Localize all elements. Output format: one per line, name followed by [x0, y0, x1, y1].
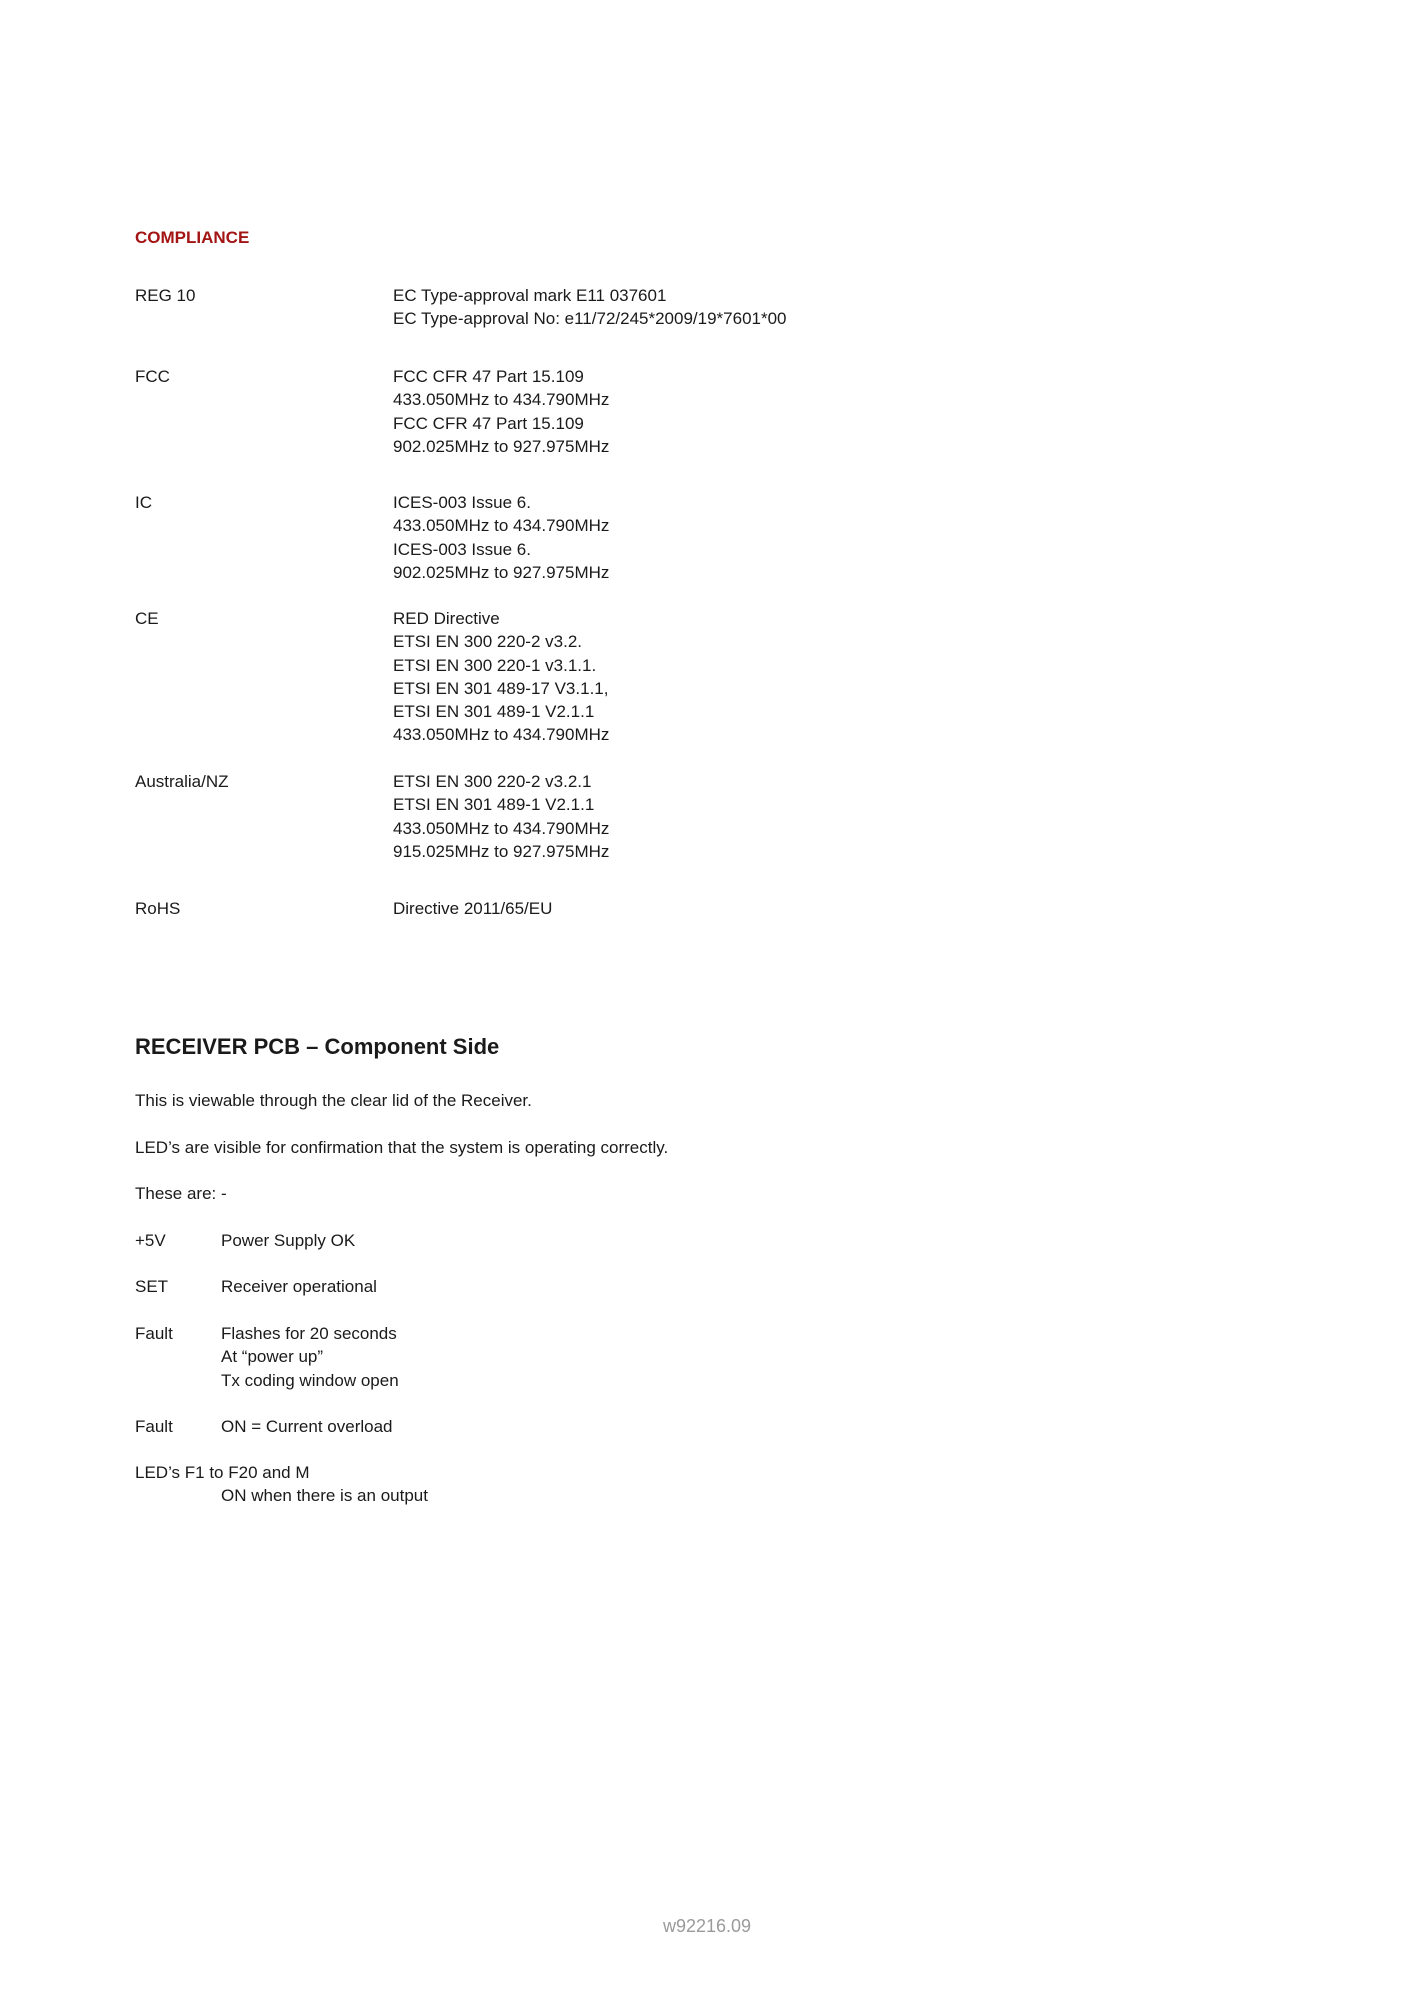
led-description-line: ON when there is an output: [221, 1486, 428, 1505]
document-footer-code: [0, 1916, 1414, 1937]
compliance-value: EC Type-approval No: e11/72/245*2009/19*7601*00: [393, 309, 787, 329]
led-description-line: ON = Current overload: [221, 1417, 393, 1436]
compliance-value: ICES-003 Issue 6.: [393, 539, 531, 559]
compliance-value: ETSI EN 301 489-1 V2.1.1: [393, 702, 595, 722]
led-label-set: SET: [135, 1277, 169, 1296]
compliance-values-rohs: [393, 897, 552, 920]
receiver-pcb-heading: RECEIVER PCB – Component Side: [135, 1034, 500, 1059]
compliance-values-reg10: [393, 284, 787, 331]
compliance-value: EC Type-approval mark E11 037601: [393, 286, 667, 305]
compliance-values-fcc: [393, 365, 609, 458]
compliance-value: Directive 2011/65/EU: [393, 899, 553, 918]
compliance-label-ic: IC: [135, 493, 152, 512]
compliance-heading: COMPLIANCE: [135, 228, 250, 247]
compliance-value: ETSI EN 301 489-1 V2.1.1: [393, 795, 595, 815]
compliance-value: ETSI EN 301 489-17 V3.1.1,: [393, 678, 609, 698]
compliance-value: 433.050MHz to 434.790MHz: [393, 818, 610, 838]
compliance-values-australia-nz: [393, 770, 609, 863]
compliance-value: ICES-003 Issue 6.: [393, 493, 531, 512]
led-description-fault-flash: [221, 1322, 399, 1392]
led-description-line: Flashes for 20 seconds: [221, 1324, 397, 1343]
led-description-line: Tx coding window open: [221, 1370, 399, 1390]
led-description-f1-f20: [221, 1484, 428, 1507]
compliance-value: 433.050MHz to 434.790MHz: [393, 725, 610, 745]
compliance-value: ETSI EN 300 220-2 v3.2.: [393, 632, 582, 652]
compliance-value: 902.025MHz to 927.975MHz: [393, 562, 610, 582]
compliance-label-fcc: FCC: [135, 367, 170, 386]
led-label-5v: +5V: [135, 1231, 166, 1250]
compliance-value: 902.025MHz to 927.975MHz: [393, 436, 610, 456]
footer-code-text: w92216.09: [662, 1916, 752, 1936]
paragraph-these-are: These are: -: [135, 1184, 227, 1203]
compliance-values-ce: [393, 607, 609, 747]
paragraph-viewable: This is viewable through the clear lid of the Receiver.: [135, 1091, 532, 1110]
led-description-5v: [221, 1229, 355, 1252]
compliance-label-reg10: REG 10: [135, 286, 196, 305]
led-description-set: [221, 1275, 377, 1298]
compliance-value: 433.050MHz to 434.790MHz: [393, 516, 610, 536]
led-description-line: Receiver operational: [221, 1277, 377, 1296]
compliance-label-ce: CE: [135, 609, 159, 628]
compliance-value: 915.025MHz to 927.975MHz: [393, 841, 610, 861]
compliance-value: FCC CFR 47 Part 15.109: [393, 413, 584, 433]
compliance-value: 433.050MHz to 434.790MHz: [393, 390, 610, 410]
paragraph-leds-visible: LED’s are visible for confirmation that the system is operating correctly.: [135, 1138, 669, 1157]
compliance-values-ic: [393, 491, 609, 584]
compliance-label-rohs: RoHS: [135, 899, 181, 918]
compliance-label-australia-nz: Australia/NZ: [135, 772, 229, 791]
compliance-value: ETSI EN 300 220-1 v3.1.1.: [393, 655, 597, 675]
led-label-fault-flash: Fault: [135, 1324, 173, 1343]
led-description-line: Power Supply OK: [221, 1231, 356, 1250]
compliance-value: RED Directive: [393, 609, 500, 628]
led-label-f1-f20: LED’s F1 to F20 and M: [135, 1463, 310, 1482]
compliance-value: FCC CFR 47 Part 15.109: [393, 367, 584, 386]
led-description-fault-overload: [221, 1415, 393, 1438]
led-description-line: At “power up”: [221, 1347, 324, 1367]
led-label-fault-overload: Fault: [135, 1417, 173, 1436]
compliance-value: ETSI EN 300 220-2 v3.2.1: [393, 772, 592, 791]
